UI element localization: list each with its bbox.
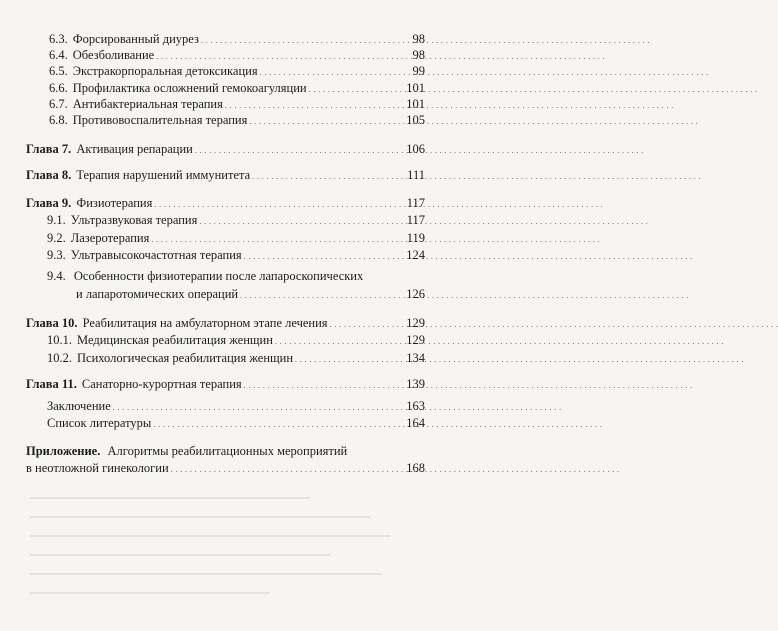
dot-leader <box>154 196 404 212</box>
dot-leader <box>199 213 404 229</box>
dot-leader <box>195 142 404 158</box>
dot-leader <box>156 48 410 64</box>
dot-leader <box>260 64 411 80</box>
entry-page: 119 <box>406 231 425 245</box>
entry-number: 10.1. <box>47 333 72 347</box>
entry-title: Заключение <box>47 399 111 413</box>
entry-page: 98 <box>412 48 425 62</box>
dot-leader <box>244 377 405 393</box>
entry-title: Антибактериальная терапия <box>72 97 223 111</box>
entry-title: Лазеротерапия <box>70 231 150 245</box>
chapter-number: Глава 7. <box>26 142 72 156</box>
chapter-title: Терапия нарушений иммунитета <box>76 168 251 182</box>
entry-title: Противовоспалительная терапия <box>72 113 248 127</box>
entry-title: Ультравысокочастотная терапия <box>70 248 242 262</box>
entry-number: 9.4. <box>47 269 66 283</box>
entry-page: 99 <box>412 64 425 78</box>
entry-page: 106 <box>406 142 425 156</box>
toc-chapter-entry[interactable] <box>26 168 425 184</box>
toc-entry[interactable] <box>47 213 425 229</box>
toc-entry[interactable] <box>47 231 425 247</box>
entry-title-line-1: Особенности физиотерапии после лапароскопических <box>73 269 364 283</box>
entry-page: 98 <box>412 32 425 46</box>
toc-entry[interactable] <box>47 351 425 367</box>
entry-number: 6.5. <box>49 64 68 78</box>
entry-title: Профилактика осложнений гемокоагуляции <box>72 81 307 95</box>
toc-entry[interactable] <box>49 97 425 113</box>
dot-leader <box>153 416 404 432</box>
entry-page: 139 <box>406 377 425 391</box>
dot-leader <box>252 168 405 184</box>
toc-entry[interactable] <box>49 48 425 64</box>
dot-leader <box>249 113 404 129</box>
entry-number: 6.7. <box>49 97 68 111</box>
entry-page: 134 <box>406 351 425 365</box>
entry-title: Экстракорпоральная детоксикация <box>72 64 258 78</box>
toc-appendix-entry[interactable] <box>26 444 347 459</box>
entry-page: 117 <box>406 196 425 210</box>
entry-page: 129 <box>406 316 425 330</box>
entry-page: 164 <box>406 416 425 430</box>
dot-leader <box>244 248 405 264</box>
dot-leader <box>225 97 404 113</box>
entry-number: 10.2. <box>47 351 72 365</box>
entry-page: 126 <box>406 287 425 301</box>
entry-page: 105 <box>406 113 425 127</box>
dot-leader <box>151 231 404 247</box>
entry-number: 9.1. <box>47 213 66 227</box>
entry-page: 101 <box>406 81 425 95</box>
dot-leader <box>330 316 405 332</box>
entry-title: Ультразвуковая терапия <box>70 213 198 227</box>
entry-title: Психологическая реабилитация женщин <box>77 351 294 365</box>
entry-number: 9.3. <box>47 248 66 262</box>
entry-number: 6.8. <box>49 113 68 127</box>
dot-leader <box>295 351 404 367</box>
chapter-title: Санаторно-курортная терапия <box>81 377 242 391</box>
entry-page: 129 <box>406 333 425 347</box>
dot-leader <box>201 32 411 48</box>
appendix-prefix: Приложение. <box>26 444 101 458</box>
toc-entry-conclusion[interactable] <box>47 399 425 415</box>
dot-leader <box>275 333 404 349</box>
bleed-through-texture <box>30 480 430 630</box>
toc-entry[interactable] <box>47 248 425 264</box>
chapter-title: Активация репарации <box>76 142 193 156</box>
toc-entry[interactable] <box>49 113 425 129</box>
toc-chapter-entry[interactable] <box>26 377 425 393</box>
entry-title: Форсированный диурез <box>72 32 199 46</box>
toc-entry-multiline[interactable] <box>47 269 363 284</box>
entry-title-line-2: в неотложной гинекологии <box>26 461 169 475</box>
entry-title-line-2: и лапаротомических операций <box>76 287 239 301</box>
entry-title-line-1: Алгоритмы реабилитационных мероприятий <box>107 444 348 458</box>
toc-entry[interactable] <box>47 333 425 349</box>
entry-page: 101 <box>406 97 425 111</box>
dot-leader <box>309 81 405 97</box>
entry-number: 6.4. <box>49 48 68 62</box>
entry-page: 163 <box>406 399 425 413</box>
chapter-title: Реабилитация на амбулаторном этапе лечения <box>82 316 328 330</box>
chapter-title: Физиотерапия <box>76 196 153 210</box>
dot-leader <box>171 461 405 477</box>
toc-chapter-entry[interactable] <box>26 142 425 158</box>
chapter-number: Глава 11. <box>26 377 77 391</box>
toc-entry[interactable] <box>49 81 425 97</box>
entry-number: 6.6. <box>49 81 68 95</box>
toc-entry-continuation[interactable] <box>76 287 425 303</box>
toc-entry[interactable] <box>49 32 425 48</box>
entry-number: 6.3. <box>49 32 68 46</box>
chapter-number: Глава 9. <box>26 196 72 210</box>
entry-title: Медицинская реабилитация женщин <box>77 333 273 347</box>
toc-entry-continuation[interactable] <box>26 461 425 477</box>
entry-page: 168 <box>406 461 425 475</box>
toc-entry-references[interactable] <box>47 416 425 432</box>
dot-leader <box>113 399 405 415</box>
entry-title: Список литературы <box>47 416 152 430</box>
entry-title: Обезболивание <box>72 48 155 62</box>
toc-entry[interactable] <box>49 64 425 80</box>
toc-chapter-entry[interactable] <box>26 316 425 332</box>
chapter-number: Глава 8. <box>26 168 72 182</box>
entry-number: 9.2. <box>47 231 66 245</box>
entry-page: 111 <box>407 168 425 182</box>
dot-leader <box>240 287 404 303</box>
entry-page: 117 <box>406 213 425 227</box>
chapter-number: Глава 10. <box>26 316 78 330</box>
entry-page: 124 <box>406 248 425 262</box>
toc-chapter-entry[interactable] <box>26 196 425 212</box>
